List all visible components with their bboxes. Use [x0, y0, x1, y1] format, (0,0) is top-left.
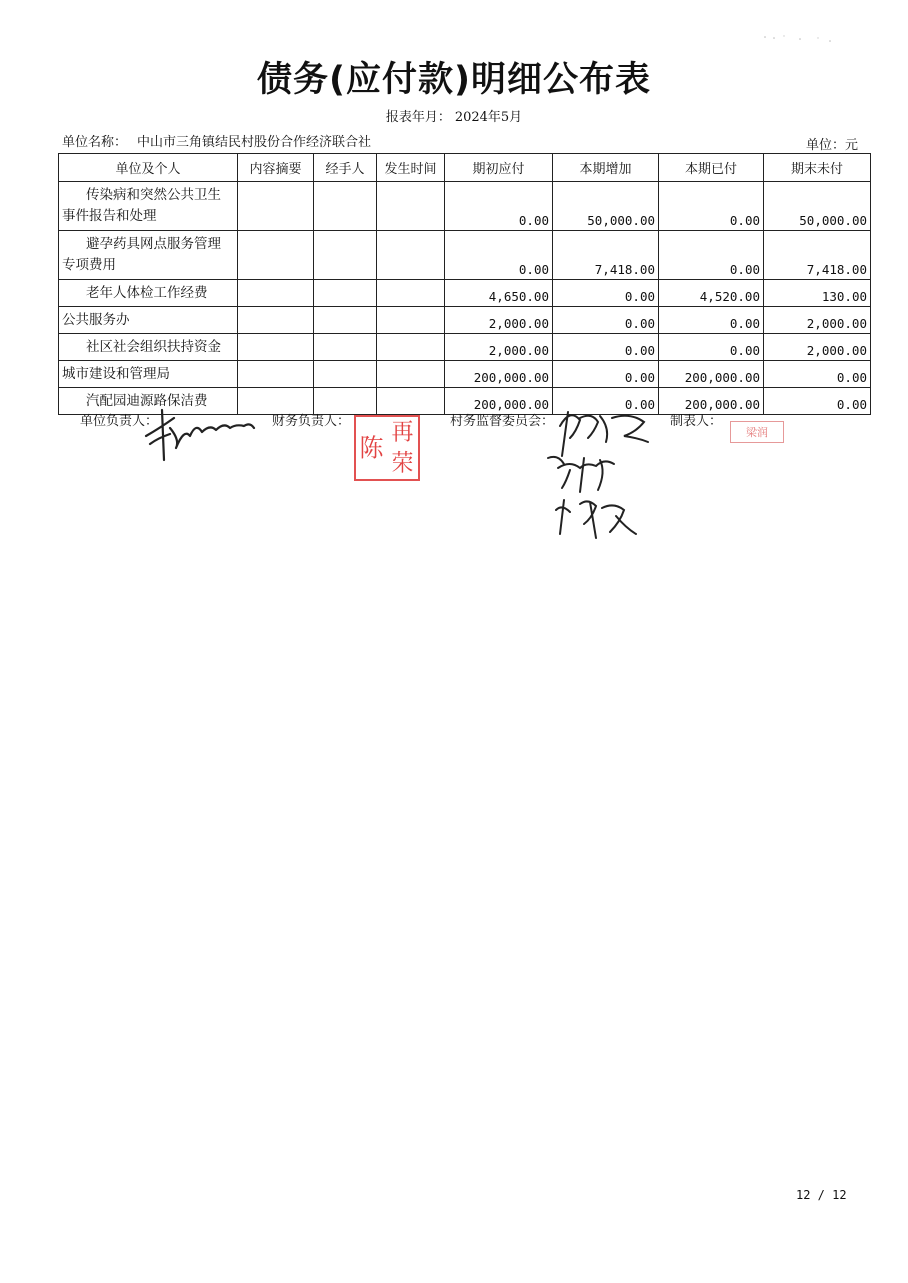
column-header: 期末未付	[764, 154, 871, 182]
unit-head-signature	[140, 398, 260, 472]
unit-name: 中山市三角镇结民村股份合作经济联合社	[137, 135, 372, 150]
summary-cell	[238, 334, 314, 361]
date-cell	[377, 334, 445, 361]
finance-head-label: 财务负责人：	[272, 414, 351, 429]
increase-cell: 0.00	[553, 334, 659, 361]
payee-cell: 社区社会组织扶持资金	[59, 334, 238, 361]
seal-char: 荣	[391, 449, 414, 477]
table-row	[59, 280, 871, 307]
increase-cell: 7,418.00	[553, 231, 659, 280]
payee-cell: 汽配园迪源路保洁费	[59, 388, 238, 415]
paid-cell: 200,000.00	[659, 388, 764, 415]
payables-table	[58, 153, 871, 415]
payee-cell: 公共服务办	[59, 307, 238, 334]
opening-cell: 0.00	[445, 182, 553, 231]
increase-cell: 0.00	[553, 280, 659, 307]
summary-cell	[238, 361, 314, 388]
paid-cell: 4,520.00	[659, 280, 764, 307]
payee-cell: 城市建设和管理局	[59, 361, 238, 388]
column-header: 单位及个人	[59, 154, 238, 182]
increase-cell: 0.00	[553, 388, 659, 415]
handler-cell	[314, 280, 377, 307]
table-row	[59, 361, 871, 388]
column-header: 本期已付	[659, 154, 764, 182]
paid-cell: 200,000.00	[659, 361, 764, 388]
seal-char: 陈	[359, 433, 384, 463]
opening-cell: 0.00	[445, 231, 553, 280]
closing-cell: 7,418.00	[764, 231, 871, 280]
payee-cell: 避孕药具网点服务管理专项费用	[59, 231, 238, 280]
summary-cell	[238, 307, 314, 334]
paid-cell: 0.00	[659, 334, 764, 361]
unit-name-label: 单位名称：	[62, 135, 128, 150]
report-period	[0, 106, 908, 125]
payee-cell: 老年人体检工作经费	[59, 280, 238, 307]
table-row	[59, 182, 871, 231]
handler-cell	[314, 307, 377, 334]
handler-cell	[314, 334, 377, 361]
closing-cell: 130.00	[764, 280, 871, 307]
opening-cell: 4,650.00	[445, 280, 553, 307]
increase-cell: 0.00	[553, 307, 659, 334]
column-header: 发生时间	[377, 154, 445, 182]
supervisory-signatures	[540, 398, 660, 547]
handler-cell	[314, 182, 377, 231]
unit-head-label: 单位负责人：	[80, 414, 159, 429]
report-period-label: 报表年月：	[385, 110, 451, 125]
report-period-value: 2024年5月	[454, 110, 523, 125]
column-header: 期初应付	[445, 154, 553, 182]
opening-cell: 200,000.00	[445, 361, 553, 388]
paid-cell: 0.00	[659, 182, 764, 231]
summary-cell	[238, 231, 314, 280]
table-row	[59, 231, 871, 280]
increase-cell: 50,000.00	[553, 182, 659, 231]
table-header-row	[59, 154, 871, 182]
currency-unit: 单位：元	[805, 138, 858, 153]
column-header: 内容摘要	[238, 154, 314, 182]
opening-cell: 2,000.00	[445, 307, 553, 334]
increase-cell: 0.00	[553, 361, 659, 388]
closing-cell: 0.00	[764, 361, 871, 388]
handler-cell	[314, 231, 377, 280]
opening-cell: 200,000.00	[445, 388, 553, 415]
opening-cell: 2,000.00	[445, 334, 553, 361]
date-cell	[377, 307, 445, 334]
paid-cell: 0.00	[659, 307, 764, 334]
preparer-label: 制表人：	[670, 414, 723, 429]
date-cell	[377, 388, 445, 415]
page-title: 债务(应付款)明细公布表	[257, 60, 651, 100]
scan-noise	[760, 28, 840, 38]
summary-cell	[238, 182, 314, 231]
closing-cell: 0.00	[764, 388, 871, 415]
unit-line	[62, 131, 858, 153]
column-header: 经手人	[314, 154, 377, 182]
column-header: 本期增加	[553, 154, 659, 182]
date-cell	[377, 231, 445, 280]
supervisory-committee-label: 村务监督委员会：	[450, 414, 555, 429]
closing-cell: 2,000.00	[764, 307, 871, 334]
date-cell	[377, 361, 445, 388]
handler-cell	[314, 361, 377, 388]
page-number: 12 / 12	[796, 1188, 847, 1202]
date-cell	[377, 182, 445, 231]
table-row	[59, 307, 871, 334]
date-cell	[377, 280, 445, 307]
closing-cell: 50,000.00	[764, 182, 871, 231]
closing-cell: 2,000.00	[764, 334, 871, 361]
table-row	[59, 334, 871, 361]
paid-cell: 0.00	[659, 231, 764, 280]
preparer-stamp: 梁润	[730, 421, 784, 443]
payee-cell: 传染病和突然公共卫生事件报告和处理	[59, 182, 238, 231]
finance-head-seal	[354, 415, 420, 481]
summary-cell	[238, 280, 314, 307]
seal-char: 再	[391, 418, 414, 446]
